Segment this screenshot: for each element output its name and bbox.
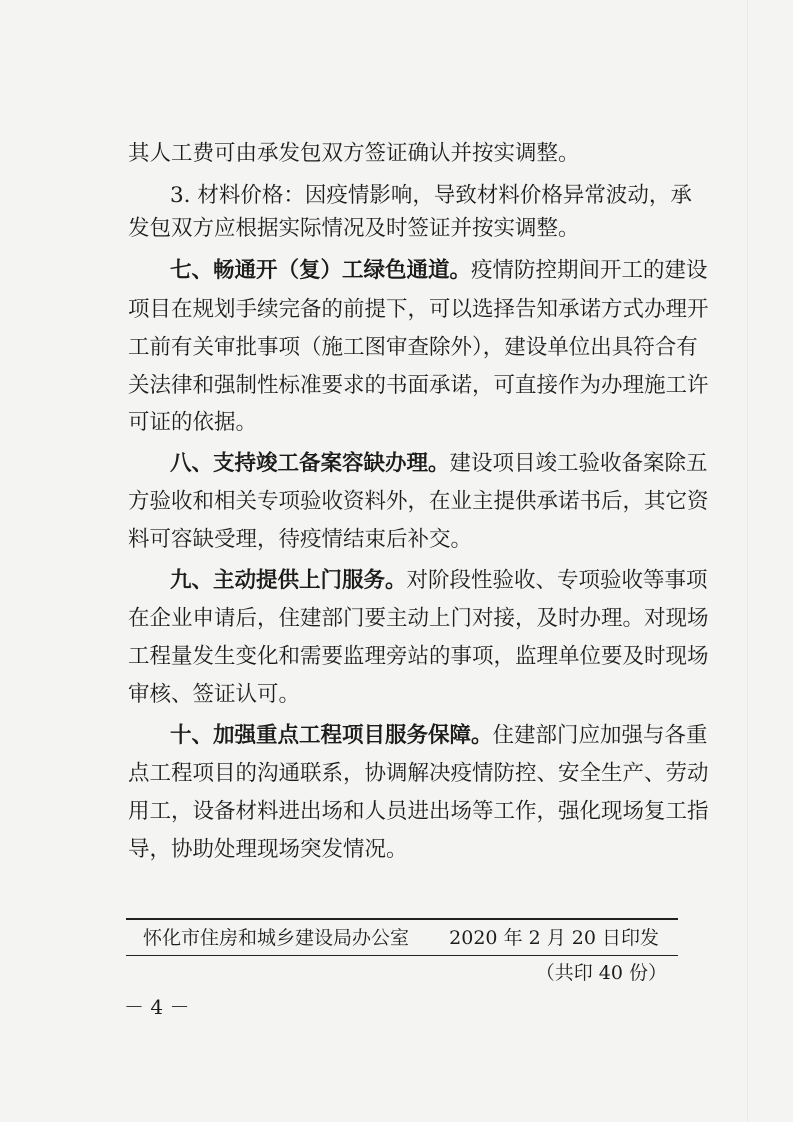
section-9-text: 对阶段性验收、专项验收等事项 [406,568,708,593]
section-8-heading: 八、支持竣工备案容缺办理。 [170,451,450,476]
footer-top-rule [126,918,678,920]
footer-bottom-rule [126,955,678,956]
paragraph-line: 工前有关审批事项（施工图审查除外），建设单位出具符合有 [128,335,698,360]
paragraph-line: 可证的依据。 [128,410,258,435]
paragraph-line: 关法律和强制性标准要求的书面承诺，可直接作为办理施工许 [128,373,709,398]
section-9-heading: 九、主动提供上门服务。 [170,568,407,593]
paragraph-line: 在企业申请后，住建部门要主动上门对接，及时办理。对现场 [128,606,709,631]
section-7-first-line [170,253,708,289]
footer-date: 2020 年 2 月 20 日印发 [449,927,659,949]
paragraph-line: 工程量发生变化和需要监理旁站的事项，监理单位要及时现场 [128,644,709,669]
paragraph-line: 点工程项目的沟通联系，协调解决疫情防控、安全生产、劳动 [128,761,709,786]
paragraph-line: 料可容缺受理，待疫情结束后补交。 [128,527,473,552]
paragraph-line: 3. 材料价格：因疫情影响，导致材料价格异常波动，承 [170,183,692,208]
paragraph-line: 其人工费可由承发包双方签证确认并按实调整。 [128,141,580,166]
section-8-text: 建设项目竣工验收备案除五 [449,451,708,476]
print-count: （共印 40 份） [535,962,667,984]
page-number: － 4 － [124,995,190,1019]
section-7-heading: 七、畅通开（复）工绿色通道。 [170,258,472,283]
paragraph-line: 项目在规划手续完备的前提下，可以选择告知承诺方式办理开 [128,297,709,322]
paragraph-line: 导，协助处理现场突发情况。 [128,837,408,862]
paragraph-line: 发包双方应根据实际情况及时签证并按实调整。 [128,216,580,241]
paragraph-line: 方验收和相关专项验收资料外，在业主提供承诺书后，其它资 [128,489,709,514]
paragraph-line: 用工，设备材料进出场和人员进出场等工作，强化现场复工指 [128,799,709,824]
section-10-first-line [170,718,708,754]
section-7-text: 疫情防控期间开工的建设 [471,258,708,283]
scan-fold-shadow [747,0,748,1122]
section-9-first-line [170,563,708,599]
section-10-text: 住建部门应加强与各重 [492,723,708,748]
footer-issuer: 怀化市住房和城乡建设局办公室 [143,927,410,949]
section-8-first-line [170,446,708,482]
paragraph-line: 审核、签证认可。 [128,682,301,707]
section-10-heading: 十、加强重点工程项目服务保障。 [170,723,493,748]
